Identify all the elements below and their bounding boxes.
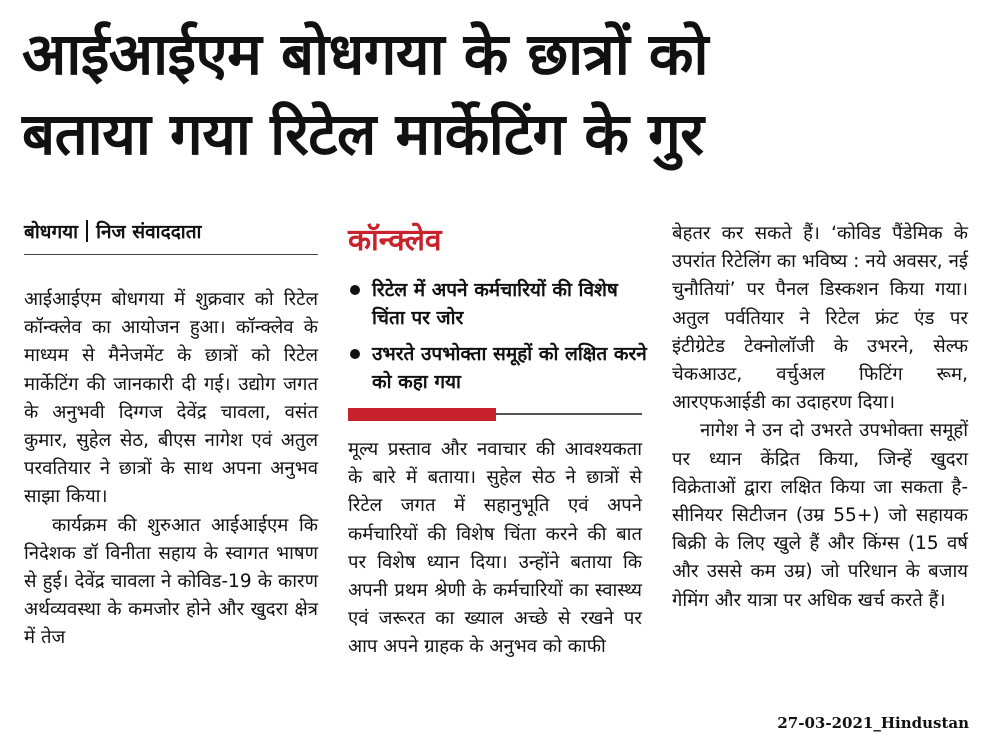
col1-paragraph-1: आईआईएम बोधगया में शुक्रवार को रिटेल कॉन्क्लेव का आयोजन हुआ। कॉन्क्लेव के माध्यम से मैनेजमेंट के छात्रों को रिटेल मार्केटिंग की जानकारी दी गई। उद्योग जगत के अनुभवी दिग्गज देवेंद्र चावला, वसंत कुमार, सुहेल सेठ, बीएस नागेश एवं अतुल परवतियार ने छात्रों के साथ अपना अनुभव साझा किया। — [24, 289, 318, 508]
byline-rule — [24, 254, 318, 255]
headline-line-2: बताया गया रिटेल मार्केटिंग के गुर — [22, 100, 704, 168]
highlight-item — [348, 340, 648, 396]
highlight-text: उभरते उपभोक्ता समूहों को लक्षित करने को कहा गया — [372, 343, 647, 393]
accent-rule — [496, 413, 642, 415]
byline-place: बोधगया — [24, 221, 79, 243]
kicker-label: कॉन्क्लेव — [348, 223, 442, 258]
bullet-dot-icon — [350, 285, 360, 295]
highlights-list — [348, 276, 648, 404]
source-date-caption: 27-03-2021_Hindustan — [777, 714, 969, 732]
byline-separator — [86, 220, 88, 242]
highlight-text: रिटेल में अपने कर्मचारियों की विशेष चिंता पर जोर — [372, 279, 618, 329]
headline — [22, 14, 972, 174]
accent-bar — [348, 408, 496, 421]
article-column-3 — [672, 220, 968, 615]
col1-paragraph-2: कार्यक्रम की शुरुआत आईआईएम कि निदेशक डॉ विनीता सहाय के स्वागत भाषण से हुई। देवेंद्र चावला ने कोविड-19 के कारण अर्थव्यवस्था के कमजोर होने और खुदरा क्षेत्र में तेज — [24, 514, 318, 649]
col3-paragraph-1: बेहतर कर सकते हैं। ‘कोविड पैंडेमिक के उपरांत रिटेलिंग का भविष्य : नये अवसर, नई चुनौतियां’ पर पैनल डिस्कशन किया गया। अतुल पर्वतियार ने रिटेल फ्रंट एंड पर इंटीग्रेटेड टेक्नोलॉजी के उभरने, सेल्फ चेकआउट, वर्चुअल फिटिंग रूम, आरएफआईडी का उदाहरण दिया। — [672, 223, 968, 414]
col2-paragraph-1: मूल्य प्रस्ताव और नवाचार की आवश्यकता के बारे में बताया। सुहेल सेठ ने छात्रों से रिटेल जगत में सहानुभूति एवं अपने कर्मचारियों की विशेष चिंता करने की बात पर विशेष ध्यान दिया। उन्होंने बताया कि अपनी प्रथम श्रेणी के कर्मचारियों का स्वास्थ्य एवं जरूरत का ख्याल अच्छे से रखने पर आप अपने ग्राहक के अनुभव को काफी — [348, 439, 642, 658]
byline-reporter: निज संवाददाता — [96, 221, 202, 243]
col3-paragraph-2: नागेश ने उन दो उभरते उपभोक्ता समूहों पर ध्यान केंद्रित किया, जिन्हें खुदरा विक्रेताओं द्वारा लक्षित किया जा सकता है- सीनियर सिटीजन (उम्र 55+) जो सहायक बिक्री के लिए खुले हैं और किंग्स (15 वर्ष और उससे कम उम्र) जो परिधान के बजाय गेमिंग और यात्रा पर अधिक खर्च करते हैं। — [672, 420, 968, 611]
article-column-2 — [348, 436, 642, 662]
highlight-item — [348, 276, 648, 332]
byline — [24, 218, 201, 244]
headline-line-1: आईआईएम बोधगया के छात्रों को — [22, 20, 708, 88]
article-column-1 — [24, 286, 318, 653]
bullet-dot-icon — [350, 349, 360, 359]
